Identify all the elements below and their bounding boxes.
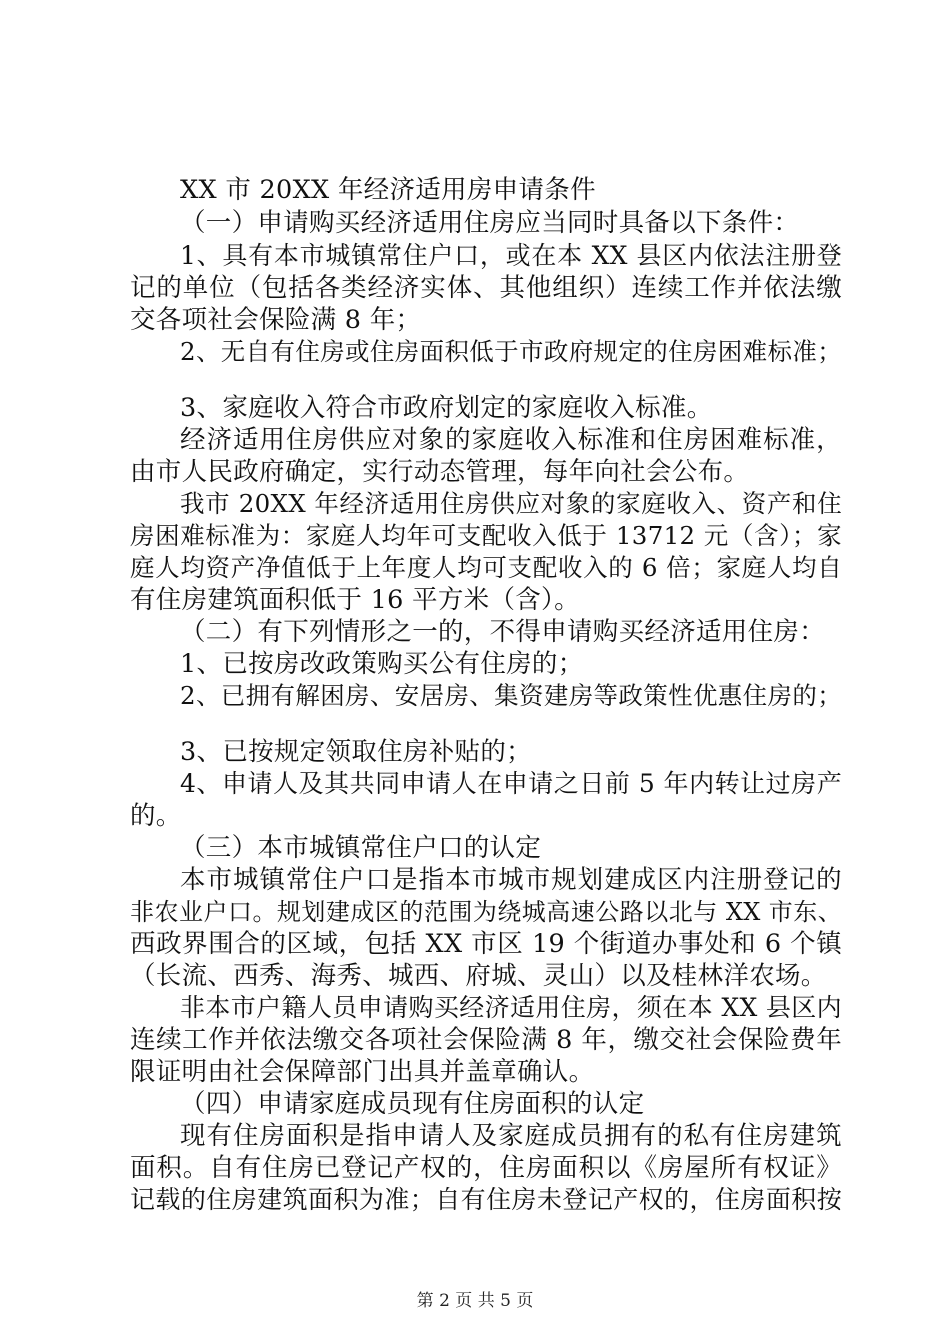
document-title: XX 市 20XX 年经济适用房申请条件: [180, 175, 596, 205]
paragraph-line: （长流、西秀、海秀、城西、府城、灵山）以及桂林洋农场。: [130, 961, 827, 991]
paragraph-line: 庭人均资产净值低于上年度人均可支配收入的 6 倍；家庭人均自: [130, 553, 842, 582]
paragraph-line: 现有住房面积是指申请人及家庭成员拥有的私有住房建筑: [180, 1121, 842, 1151]
paragraph-line: 交各项社会保险满 8 年；: [130, 305, 422, 335]
paragraph-line: 记的单位（包括各类经济实体、其他组织）连续工作并依法缴: [130, 273, 842, 303]
paragraph-line: 西政界围合的区域，包括 XX 市区 19 个街道办事处和 6 个镇: [130, 929, 842, 959]
section-heading-1: （一）申请购买经济适用住房应当同时具备以下条件：: [180, 208, 800, 238]
paragraph-line: 1、已按房改政策购买公有住房的；: [180, 649, 584, 679]
paragraph-line: 面积。自有住房已登记产权的，住房面积以《房屋所有权证》: [130, 1153, 842, 1183]
paragraph-line: 3、家庭收入符合市政府划定的家庭收入标准。: [180, 393, 713, 423]
section-heading-3: （三）本市城镇常住户口的认定: [180, 833, 542, 863]
paragraph-line: 由市人民政府确定，实行动态管理，每年向社会公布。: [130, 457, 750, 487]
paragraph-line: 2、无自有住房或住房面积低于市政府规定的住房困难标准；: [180, 337, 842, 366]
paragraph-line: 经济适用住房供应对象的家庭收入标准和住房困难标准，: [180, 425, 842, 455]
paragraph-line: 非农业户口。规划建成区的范围为绕城高速公路以北与 XX 市东、: [130, 898, 842, 926]
paragraph-line: 本市城镇常住户口是指本市城市规划建成区内注册登记的: [180, 865, 842, 895]
paragraph-line: 连续工作并依法缴交各项社会保险满 8 年，缴交社会保险费年: [130, 1025, 842, 1055]
paragraph-line: 的。: [130, 801, 182, 831]
paragraph-line: 非本市户籍人员申请购买经济适用住房，须在本 XX 县区内: [180, 993, 842, 1022]
paragraph-line: 我市 20XX 年经济适用住房供应对象的家庭收入、资产和住: [180, 489, 842, 518]
section-heading-2: （二）有下列情形之一的，不得申请购买经济适用住房：: [180, 617, 826, 647]
paragraph-line: 3、已按规定领取住房补贴的；: [180, 737, 532, 767]
paragraph-line: 1、具有本市城镇常住户口，或在本 XX 县区内依法注册登: [180, 241, 842, 270]
paragraph-line: 限证明由社会保障部门出具并盖章确认。: [130, 1057, 595, 1087]
paragraph-line: 房困难标准为：家庭人均年可支配收入低于 13712 元（含）；家: [130, 521, 842, 550]
paragraph-line: 有住房建筑面积低于 16 平方米（含）。: [130, 585, 580, 615]
section-heading-4: （四）申请家庭成员现有住房面积的认定: [180, 1089, 645, 1119]
paragraph-line: 4、申请人及其共同申请人在申请之日前 5 年内转让过房产: [180, 769, 842, 798]
paragraph-line: 记载的住房建筑面积为准；自有住房未登记产权的，住房面积按: [130, 1185, 842, 1214]
paragraph-line: 2、已拥有解困房、安居房、集资建房等政策性优惠住房的；: [180, 681, 842, 710]
page-number-footer: 第 2 页 共 5 页: [416, 1291, 534, 1311]
